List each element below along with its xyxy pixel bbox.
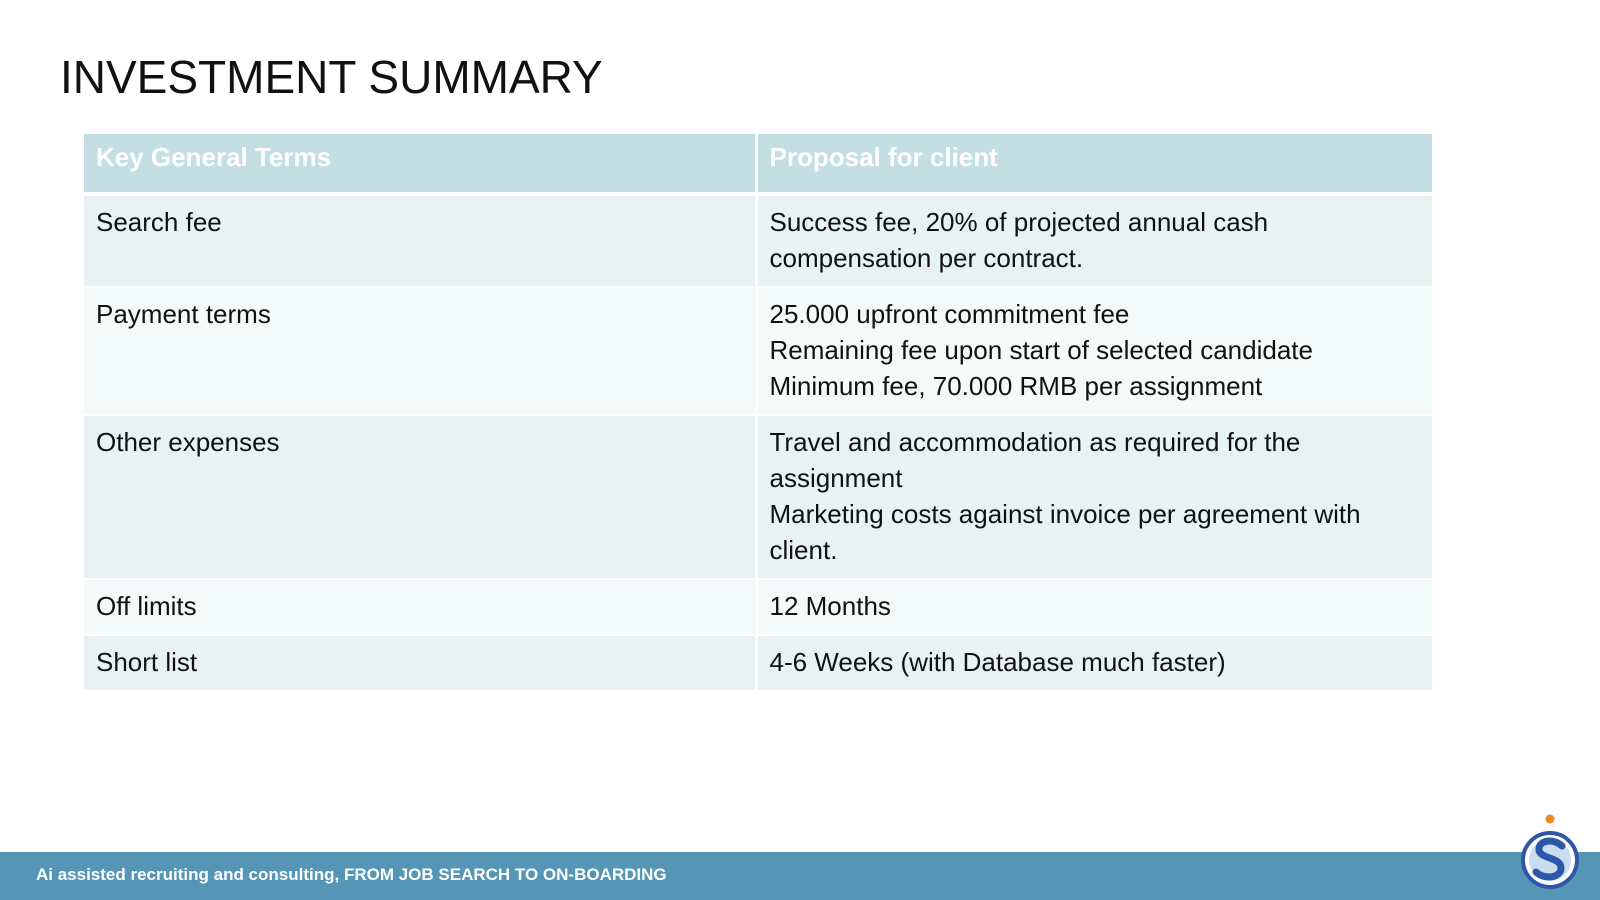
table-header-row <box>84 134 1432 194</box>
page-title: INVESTMENT SUMMARY <box>60 51 603 103</box>
company-s-logo-icon <box>1518 812 1582 892</box>
proposal-line: compensation per contract. <box>769 243 1084 273</box>
proposal-cell <box>756 415 1432 579</box>
proposal-line: 25.000 upfront commitment fee <box>769 299 1130 329</box>
table-row <box>84 194 1432 287</box>
proposal-line: Minimum fee, 70.000 RMB per assignment <box>769 371 1263 401</box>
proposal-cell <box>756 287 1432 415</box>
table-row <box>84 635 1432 691</box>
proposal-cell <box>756 635 1432 691</box>
proposal-line: Success fee, 20% of projected annual cash <box>769 207 1269 237</box>
term-cell: Payment terms <box>84 287 756 415</box>
column-header-key-terms: Key General Terms <box>84 134 756 194</box>
proposal-line: 4-6 Weeks (with Database much faster) <box>769 647 1226 677</box>
proposal-cell <box>756 579 1432 635</box>
proposal-cell <box>756 194 1432 287</box>
proposal-line: Remaining fee upon start of selected candidate <box>769 335 1313 365</box>
proposal-line: assignment <box>769 463 903 493</box>
footer-bar <box>0 852 1600 900</box>
column-header-proposal: Proposal for client <box>756 134 1432 194</box>
term-cell: Off limits <box>84 579 756 635</box>
proposal-line: Travel and accommodation as required for the <box>769 427 1301 457</box>
table-row <box>84 287 1432 415</box>
investment-terms-table <box>84 134 1432 692</box>
proposal-line: Marketing costs against invoice per agreement with <box>769 499 1361 529</box>
proposal-line: 12 Months <box>769 591 891 621</box>
term-cell: Other expenses <box>84 415 756 579</box>
table-row <box>84 579 1432 635</box>
footer-tagline: Ai assisted recruiting and consulting, FROM JOB SEARCH TO ON-BOARDING <box>36 865 667 884</box>
table-row <box>84 415 1432 579</box>
proposal-line: client. <box>769 535 838 565</box>
term-cell: Search fee <box>84 194 756 287</box>
term-cell: Short list <box>84 635 756 691</box>
